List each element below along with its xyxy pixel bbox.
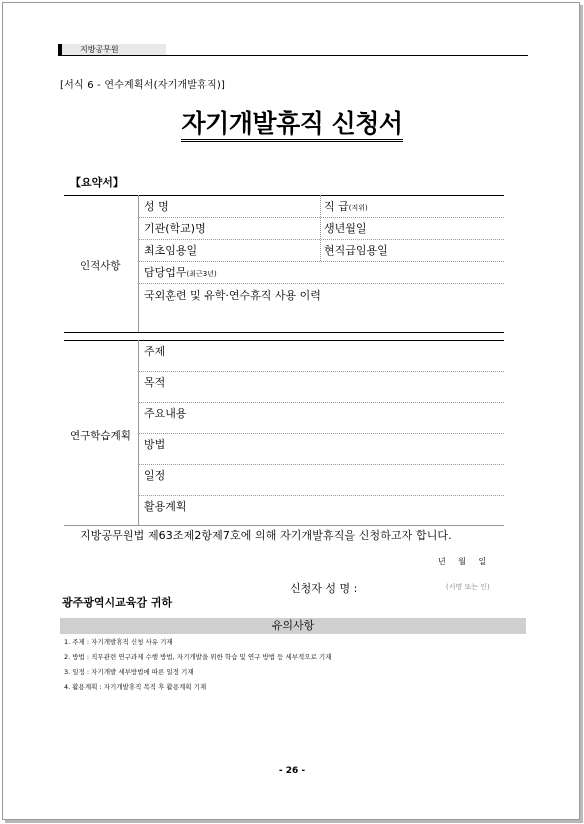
- rank-text: 직 급: [324, 200, 349, 213]
- personal-section-label: 인적사항: [80, 260, 121, 272]
- org-label: 기관(학교)명: [144, 222, 206, 235]
- plan-item-purpose: 목적: [144, 376, 166, 389]
- row-rule: [138, 402, 504, 403]
- notes-title: 유의사항: [60, 618, 526, 634]
- title-text: 자기개발휴직 신청서: [181, 109, 402, 142]
- duty-label: [144, 264, 217, 280]
- plan-item-usage: 활용계획: [144, 500, 187, 513]
- personal-mid-divider: [320, 195, 321, 261]
- page-number: - 26 -: [278, 766, 306, 776]
- header-rule: [58, 55, 528, 56]
- row-rule: [138, 433, 504, 434]
- row-rule: [138, 239, 504, 240]
- date-line: 년 월 일: [438, 557, 487, 566]
- first-appointment-label: 최초임용일: [144, 244, 198, 257]
- table-bottom-rule: [64, 525, 504, 526]
- row-rule: [138, 495, 504, 496]
- personal-divider: [138, 195, 139, 332]
- row-rule: [138, 217, 504, 218]
- history-label: 국외훈련 및 유학·연수휴직 사용 이력: [144, 289, 321, 302]
- note-item: 3. 일정 : 자기개발 세부방법에 따른 일정 기재: [64, 668, 194, 676]
- addressee: 광주광역시교육감 귀하: [62, 596, 173, 609]
- section-rule: [64, 340, 504, 341]
- applicant-name-label: 신청자 성 명 :: [290, 582, 358, 595]
- row-rule: [138, 464, 504, 465]
- note-item: 2. 방법 : 직무관련 연구과제 수행 방법, 자기개발을 위한 학습 및 연구 방법 등 세부적으로 기재: [64, 653, 332, 661]
- plan-item-schedule: 일정: [144, 469, 166, 482]
- current-rank-date-label: 현직급임용일: [324, 244, 388, 257]
- name-label: 성 명: [144, 200, 169, 213]
- plan-section-label: 연구학습계획: [70, 430, 131, 442]
- section-rule: [64, 332, 504, 333]
- plan-item-method: 방법: [144, 438, 166, 451]
- row-rule: [138, 371, 504, 372]
- row-rule: [138, 283, 504, 284]
- note-item: 1. 주제 : 자기개발휴직 신청 사유 기재: [64, 638, 173, 646]
- rank-note: (직위): [348, 204, 368, 212]
- birth-label: 생년월일: [324, 222, 367, 235]
- row-rule: [138, 261, 504, 262]
- sign-note: (서명 또는 인): [446, 583, 490, 591]
- page-title: [0, 104, 584, 140]
- plan-item-content: 주요내용: [144, 407, 187, 420]
- duty-text: 담당업무: [144, 266, 187, 279]
- form-number: [서식 6 - 연수계획서(자기개발휴직)]: [60, 80, 226, 91]
- summary-label: 【요약서】: [70, 176, 124, 189]
- note-item: 4. 활용계획 : 자기개발휴직 복직 후 활용계획 기재: [64, 683, 207, 691]
- header-tag: 지방공무원: [58, 44, 166, 55]
- plan-item-topic: 주제: [144, 345, 166, 358]
- statement-text: 지방공무원법 제63조제2항제7호에 의해 자기개발휴직을 신청하고자 합니다.: [80, 529, 452, 542]
- duty-note: (최근3년): [186, 270, 217, 278]
- rank-label: [324, 198, 368, 214]
- table-top-rule: [64, 195, 504, 196]
